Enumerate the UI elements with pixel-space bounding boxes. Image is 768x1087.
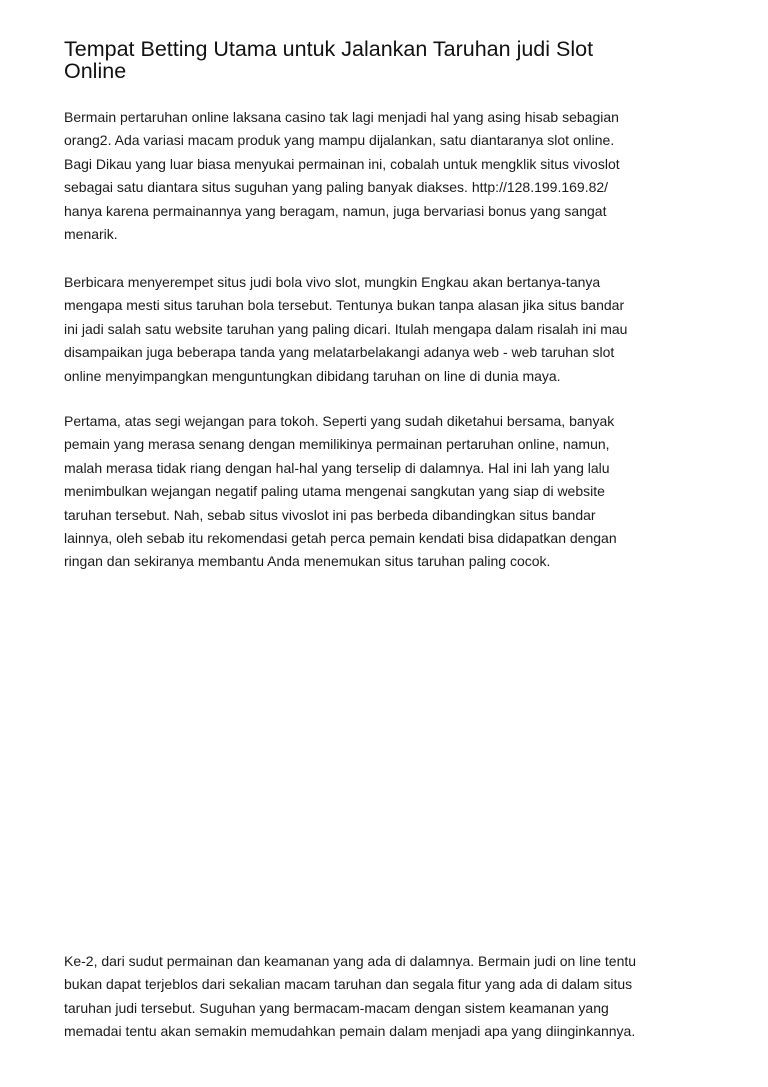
paragraph-2 bbox=[64, 271, 714, 388]
text-line: Bermain pertaruhan online laksana casino tak lagi menjadi hal yang asing hisab sebagian bbox=[64, 109, 619, 125]
text-line: Ke-2, dari sudut permainan dan keamanan yang ada di dalamnya. Bermain judi on line tentu bbox=[64, 953, 637, 969]
text-line: ringan dan sekiranya membantu Anda menemukan situs taruhan paling cocok. bbox=[64, 553, 551, 570]
paragraph-1 bbox=[64, 106, 714, 246]
paragraph-4 bbox=[64, 950, 714, 1044]
text-line: bukan dapat terjeblos dari sekalian macam taruhan dan segala fitur yang ada di dalam situs bbox=[64, 976, 633, 993]
text-line: Bagi Dikau yang luar biasa menyukai permainan ini, cobalah untuk mengklik situs vivoslot bbox=[64, 155, 620, 172]
text-line: orang2. Ada variasi macam produk yang mampu dijalankan, satu diantaranya slot online. bbox=[64, 132, 615, 149]
text-line: Berbicara menyerempet situs judi bola vivo slot, mungkin Engkau akan bertanya-tanya bbox=[64, 274, 601, 290]
text-line: pemain yang merasa senang dengan memilikinya permainan pertaruhan online, namun, bbox=[64, 436, 610, 453]
text-line: sebagai satu diantara situs suguhan yang paling banyak diakses. http://128.199.169.82/ bbox=[64, 179, 609, 196]
text-line: memadai tentu akan semakin memudahkan pemain dalam menjadi apa yang diinginkannya. bbox=[64, 1023, 636, 1040]
text-line: lainnya, oleh sebab itu rekomendasi getah perca pemain kendati bisa didapatkan dengan bbox=[64, 530, 617, 547]
text-line: malah merasa tidak riang dengan hal-hal yang terselip di dalamnya. Hal ini lah yang lalu bbox=[64, 459, 610, 476]
text-line: mengapa mesti situs taruhan bola tersebut. Tentunya bukan tanpa alasan jika situs bandar bbox=[64, 297, 625, 314]
text-line: taruhan tersebut. Nah, sebab situs vivoslot ini pas berbeda dibandingkan situs bandar bbox=[64, 506, 596, 523]
text-line: disampaikan juga beberapa tanda yang melatarbelakangi adanya web - web taruhan slot bbox=[64, 344, 615, 361]
text-line: taruhan judi tersebut. Suguhan yang bermacam-macam dengan sistem keamanan yang bbox=[64, 999, 609, 1016]
text-line: menimbulkan wejangan negatif paling utama mengenai sangkutan yang siap di website bbox=[64, 483, 605, 500]
text-line: ini jadi salah satu website taruhan yang paling dicari. Itulah mengapa dalam risalah ini mau bbox=[64, 320, 628, 337]
title-line: Online bbox=[64, 59, 127, 83]
text-line: hanya karena permainannya yang beragam, namun, juga bervariasi bonus yang sangat bbox=[64, 202, 607, 219]
title-line: Tempat Betting Utama untuk Jalankan Taruhan judi Slot bbox=[64, 37, 594, 61]
document-title bbox=[64, 38, 704, 82]
text-line: menarik. bbox=[64, 226, 118, 243]
text-line: online menyimpangkan menguntungkan dibidang taruhan on line di dunia maya. bbox=[64, 367, 561, 384]
paragraph-3 bbox=[64, 410, 714, 574]
text-line: Pertama, atas segi wejangan para tokoh. Seperti yang sudah diketahui bersama, banyak bbox=[64, 413, 615, 429]
